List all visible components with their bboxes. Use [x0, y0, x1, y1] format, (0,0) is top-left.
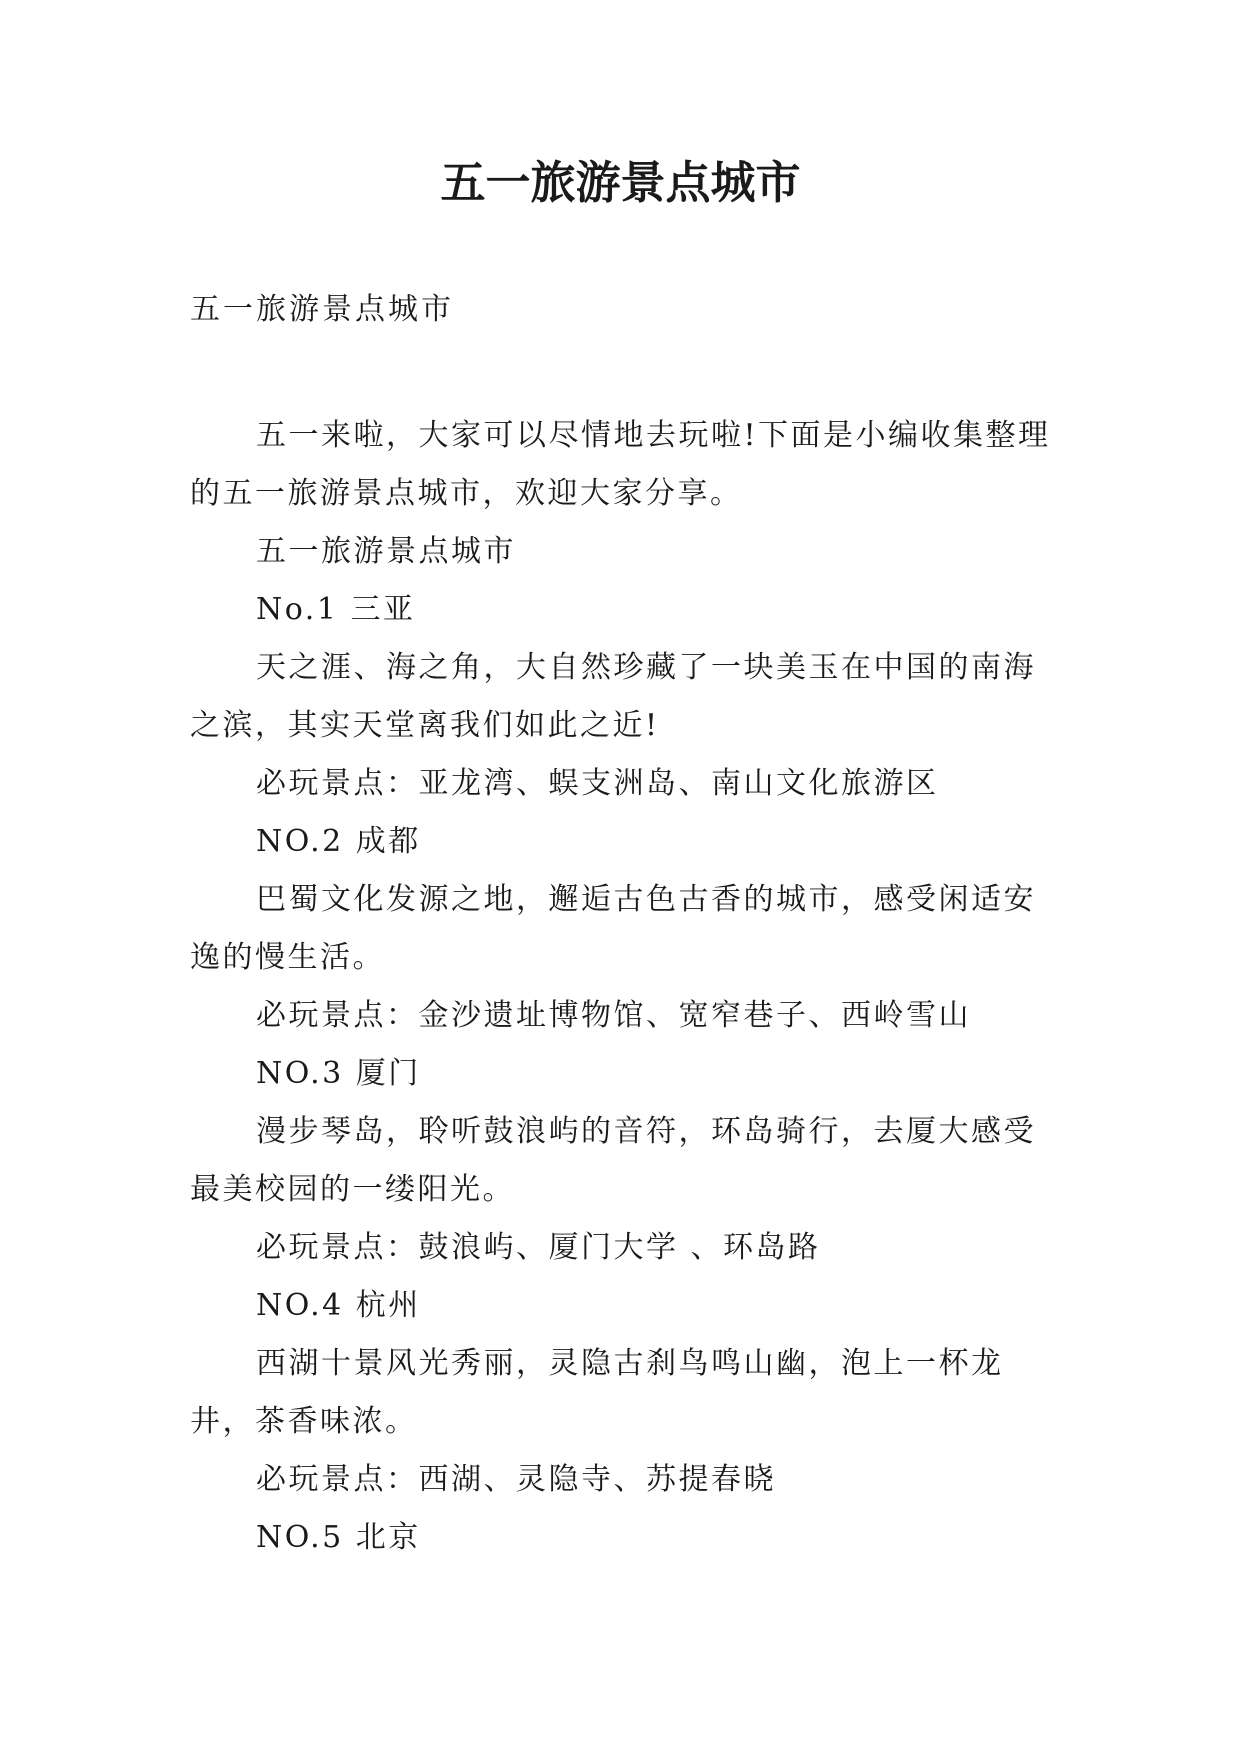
city-description-hangzhou: 西湖十景风光秀丽，灵隐古刹鸟鸣山幽，泡上一杯龙井，茶香味浓。: [190, 1346, 1004, 1439]
city-spots-sanya: 必玩景点：亚龙湾、蜈支洲岛、南山文化旅游区: [256, 766, 939, 801]
document-title: 五一旅游景点城市: [440, 156, 801, 209]
intro-paragraph: 五一来啦，大家可以尽情地去玩啦!下面是小编收集整理的五一旅游景点城市，欢迎大家分享。: [190, 418, 1051, 511]
city-description-xiamen: 漫步琴岛，聆听鼓浪屿的音符，环岛骑行，去厦大感受最美校园的一缕阳光。: [190, 1114, 1036, 1207]
city-spots-hangzhou: 必玩景点：西湖、灵隐寺、苏提春晓: [256, 1462, 776, 1497]
city-description-chengdu: 巴蜀文化发源之地，邂逅古色古香的城市，感受闲适安逸的慢生活。: [190, 882, 1036, 975]
city-heading-hangzhou: NO.4 杭州: [256, 1288, 421, 1323]
city-heading-chengdu: NO.2 成都: [256, 824, 421, 859]
section-heading: 五一旅游景点城市: [256, 534, 516, 569]
city-spots-chengdu: 必玩景点：金沙遗址博物馆、宽窄巷子、西岭雪山: [256, 998, 971, 1033]
document-subtitle: 五一旅游景点城市: [190, 292, 454, 327]
city-heading-beijing: NO.5 北京: [256, 1520, 421, 1555]
city-spots-xiamen: 必玩景点：鼓浪屿、厦门大学 、环岛路: [256, 1230, 821, 1265]
city-heading-xiamen: NO.3 厦门: [256, 1056, 421, 1091]
city-heading-sanya: No.1 三亚: [256, 592, 416, 627]
document-body: [190, 407, 1060, 1567]
city-description-sanya: 天之涯、海之角，大自然珍藏了一块美玉在中国的南海之滨，其实天堂离我们如此之近!: [190, 650, 1036, 743]
